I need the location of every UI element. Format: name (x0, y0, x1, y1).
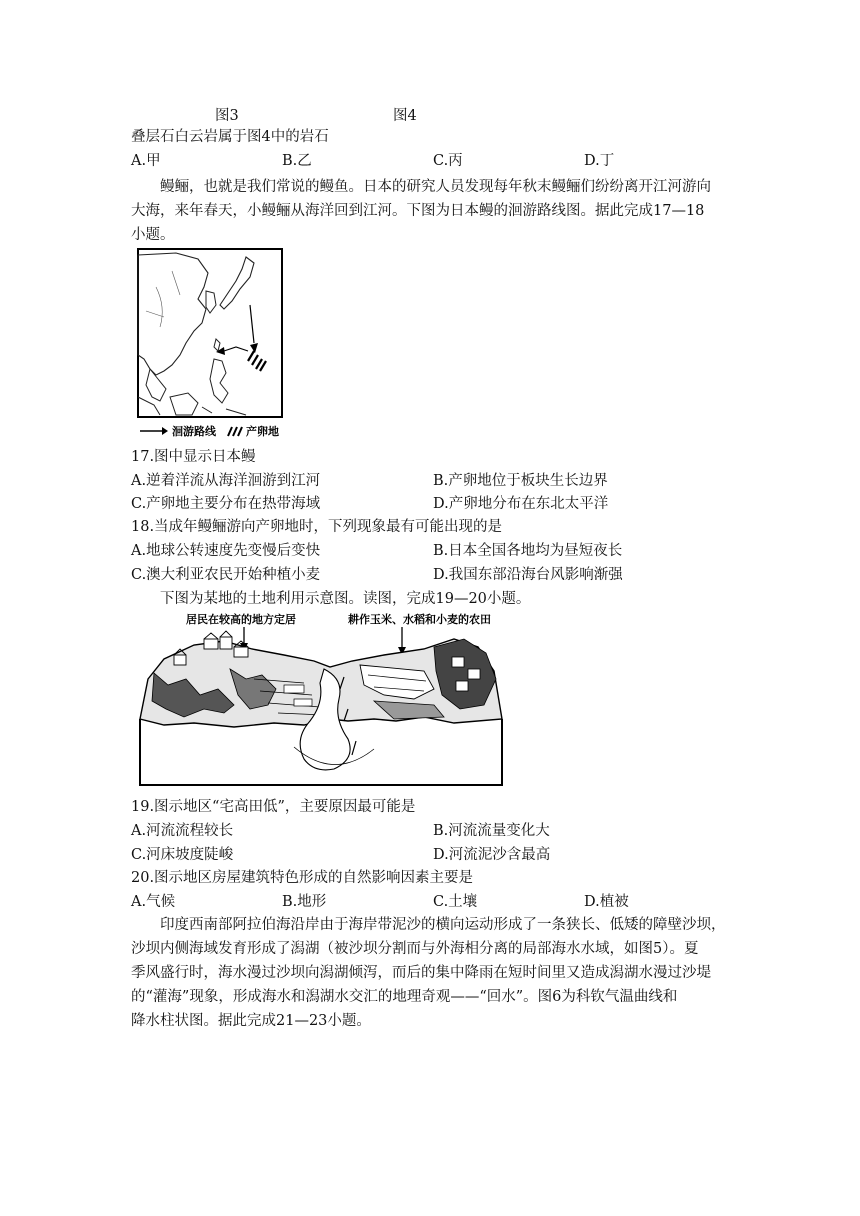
q16-option-c: C.丙 (433, 153, 463, 169)
q18-option-d: D.我国东部沿海台风影响渐强 (433, 567, 623, 583)
q20-option-c: C.土壤 (433, 894, 478, 910)
q19-option-d: D.河流泥沙含最高 (433, 847, 551, 863)
figure-3-label: 图3 (215, 108, 239, 124)
q18-option-b: B.日本全国各地均为昼短夜长 (433, 543, 623, 559)
eel-intro-line-2: 大海，来年春天，小鳗鲡从海洋回到江河。下图为日本鳗的洄游路线图。据此完成17—18 (131, 203, 705, 219)
question-16-stem: 叠层石白云岩属于图4中的岩石 (131, 129, 329, 145)
q20-option-d: D.植被 (584, 894, 629, 910)
q17-option-c: C.产卵地主要分布在热带海域 (131, 496, 321, 512)
lagoon-intro-line-4: 的“灌海”现象，形成海水和潟湖水交汇的地理奇观——“回水”。图6为科钦气温曲线和 (131, 989, 678, 1005)
figure-4-label: 图4 (393, 108, 417, 124)
settlement-label: 居民在较高的地方定居 (186, 613, 296, 626)
q17-option-d: D.产卵地分布在东北太平洋 (433, 496, 609, 512)
eel-intro-line-1: 鳗鲡，也就是我们常说的鳗鱼。日本的研究人员发现每年秋末鳗鲡们纷纷离开江河游向 (160, 179, 711, 195)
q20-option-a: A.气候 (131, 894, 176, 910)
lagoon-intro-line-1: 印度西南部阿拉伯海沿岸由于海岸带泥沙的横向运动形成了一条狭长、低矮的障壁沙坝， (160, 917, 726, 933)
q17-option-b: B.产卵地位于板块生长边界 (433, 473, 608, 489)
q19-option-a: A.河流流程较长 (131, 823, 234, 839)
eel-migration-map (136, 247, 286, 443)
q16-option-d: D.丁 (584, 153, 615, 169)
legend-spawn-label: 产卵地 (246, 425, 279, 438)
lagoon-intro-line-3: 季风盛行时，海水漫过沙坝向潟湖倾泻，而后的集中降雨在短时间里又造成潟湖水漫过沙堤 (131, 965, 711, 981)
q18-option-c: C.澳大利亚农民开始种植小麦 (131, 567, 321, 583)
q16-option-a: A.甲 (131, 153, 161, 169)
question-17-stem: 17.图中显示日本鳗 (131, 449, 256, 465)
land-use-intro: 下图为某地的土地利用示意图。读图，完成19—20小题。 (160, 591, 531, 607)
land-use-diagram (134, 609, 514, 793)
lagoon-intro-line-2: 沙坝内侧海域发育形成了潟湖（被沙坝分割而与外海相分离的局部海水水域，如图5）。夏 (131, 941, 699, 957)
q18-option-a: A.地球公转速度先变慢后变快 (131, 543, 321, 559)
eel-intro-line-3: 小题。 (131, 227, 175, 243)
q19-option-c: C.河床坡度陡峻 (131, 847, 234, 863)
farmland-label: 耕作玉米、水稻和小麦的农田 (348, 613, 491, 626)
question-19-stem: 19.图示地区“宅高田低”，主要原因最可能是 (131, 799, 416, 815)
question-18-stem: 18.当成年鳗鲡游向产卵地时，下列现象最有可能出现的是 (131, 519, 503, 535)
lagoon-intro-line-5: 降水柱状图。据此完成21—23小题。 (131, 1013, 371, 1029)
q16-option-b: B.乙 (282, 153, 312, 169)
question-20-stem: 20.图示地区房屋建筑特色形成的自然影响因素主要是 (131, 870, 474, 886)
q17-option-a: A.逆着洋流从海洋洄游到江河 (131, 473, 321, 489)
q19-option-b: B.河流流量变化大 (433, 823, 550, 839)
q20-option-b: B.地形 (282, 894, 327, 910)
legend-route-label: 洄游路线 (172, 425, 216, 438)
